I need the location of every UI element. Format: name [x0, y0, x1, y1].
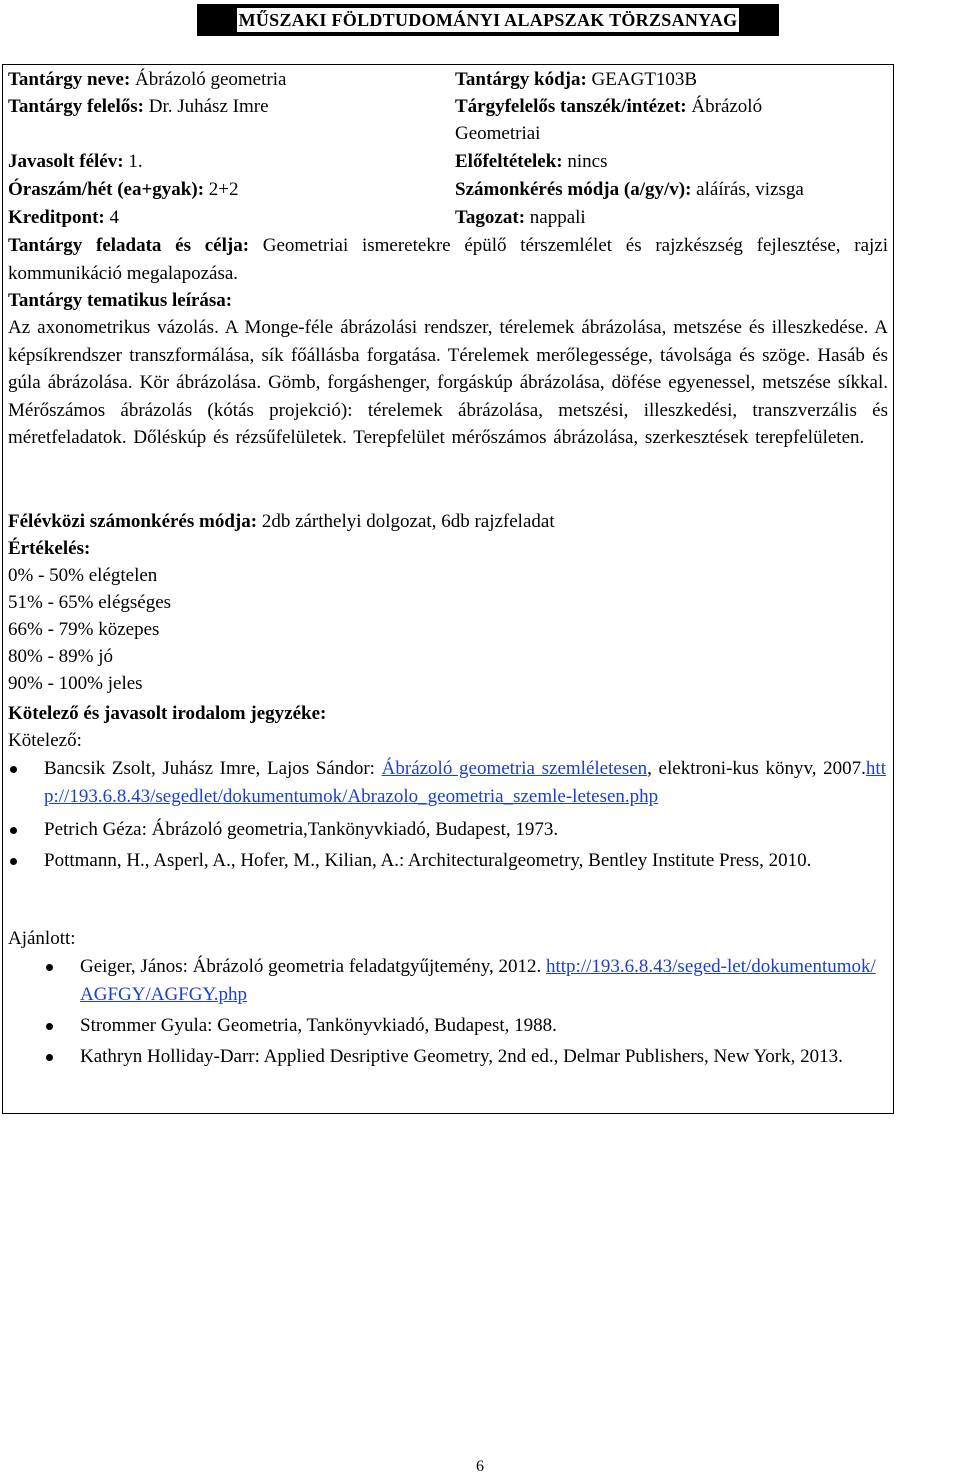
recommended-list: [46, 953, 886, 1070]
bullet-icon: [46, 1023, 53, 1030]
bullet-icon: [46, 1054, 53, 1061]
course-hours: Óraszám/hét (ea+gyak): 2+2: [8, 179, 239, 200]
book-link[interactable]: Ábrázoló geometria szemléletesen: [381, 758, 648, 779]
course-department: Tárgyfelelős tanszék/intézet: Ábrázoló: [455, 96, 763, 117]
grade-item: 0% - 50% elégtelen: [8, 565, 158, 586]
grade-item: 51% - 65% elégséges: [8, 592, 172, 613]
list-item: Kathryn Holliday-Darr: Applied Desriptive Geometry, 2nd ed., Delmar Publishers, New York, 2013.: [46, 1043, 886, 1071]
course-name: Tantárgy neve: Ábrázoló geometria: [8, 69, 287, 90]
banner-title: MŰSZAKI FÖLDTUDOMÁNYI ALAPSZAK TÖRZSANYAG: [238, 10, 738, 30]
list-item: Petrich Géza: Ábrázoló geometria,Tankönyvkiadó, Budapest, 1973.: [10, 816, 886, 844]
bullet-icon: [10, 766, 17, 773]
course-semester: Javasolt félév: 1.: [8, 151, 143, 172]
grade-item: 90% - 100% jeles: [8, 673, 143, 694]
course-credits: Kreditpont: 4: [8, 207, 120, 228]
bullet-icon: [10, 827, 17, 834]
midterm-assessment: Félévközi számonkérés módja: 2db zárthelyi dolgozat, 6db rajzfeladat: [8, 511, 555, 532]
literature-heading: Kötelező és javasolt irodalom jegyzéke:: [8, 703, 327, 724]
course-mode: Tagozat: nappali: [455, 207, 586, 228]
thematic-heading: Tantárgy tematikus leírása:: [8, 290, 233, 311]
list-item: Bancsik Zsolt, Juhász Imre, Lajos Sándor: Ábrázoló geometria szemléletesen, elektroni-kus könyv, 2007.http://193.6.8.43/segedlet/dokumentumok/Abrazolo_geometria_szemle-letesen.php: [10, 755, 886, 810]
required-list: [10, 755, 886, 874]
course-aim: Tantárgy feladata és célja: Geometriai ismeretekre épülő térszemlélet és rajzkészség fejlesztése, rajzi kommunikáció megalapozása.: [8, 235, 888, 284]
bullet-icon: [46, 964, 53, 971]
list-item: Strommer Gyula: Geometria, Tankönyvkiadó, Budapest, 1988.: [46, 1012, 886, 1040]
course-exam-type: Számonkérés módja (a/gy/v): aláírás, vizsga: [455, 179, 804, 200]
grade-item: 80% - 89% jó: [8, 646, 114, 667]
course-department-cont: Geometriai: [455, 123, 541, 144]
course-code: Tantárgy kódja: GEAGT103B: [455, 69, 698, 90]
bullet-icon: [10, 858, 17, 865]
collection-url-link[interactable]: http://193.6.8.43/seged-let/dokumentumok/AGFGY/AGFGY.php: [80, 956, 876, 1005]
list-item: Geiger, János: Ábrázoló geometria feladatgyűjtemény, 2012. http://193.6.8.43/seged-let/dokumentumok/AGFGY/AGFGY.php: [46, 953, 886, 1008]
recommended-label: Ajánlott:: [8, 928, 76, 949]
book-url-link[interactable]: http://193.6.8.43/segedlet/dokumentumok/Abrazolo_geometria_szemle-letesen.php: [44, 758, 886, 807]
grading-heading: Értékelés:: [8, 538, 91, 559]
course-owner: Tantárgy felelős: Dr. Juhász Imre: [8, 96, 269, 117]
required-label: Kötelező:: [8, 730, 82, 751]
course-prerequisites: Előfeltételek: nincs: [455, 151, 608, 172]
thematic-description: Az axonometrikus vázolás. A Monge-féle ábrázolási rendszer, térelemek ábrázolása, metszése és illeszkedése. A képsíkrendszer transzformálása, sík főállásba forgatása. Térelemek merőlegessége, távolsága és szöge. Hasáb és gúla ábrázolása. Kör ábrázolása. Gömb, forgáshenger, forgáskúp ábrázolása, döfése egyenessel, metszése síkkal. Mérőszámos ábrázolás (kótás projekció): térelemek ábrázolása, metszési, illeszkedési, transzverzális és méretfeladatok. Dőléskúp és rézsűfelületek. Terepfelület mérőszámos ábrázolása, szerkesztések terepfelületen.: [8, 317, 888, 448]
grade-item: 66% - 79% közepes: [8, 619, 160, 640]
list-item: Pottmann, H., Asperl, A., Hofer, M., Kilian, A.: Architecturalgeometry, Bentley Institute Press, 2010.: [10, 847, 886, 875]
page-banner: [197, 4, 779, 36]
page-number: 6: [476, 1458, 484, 1475]
